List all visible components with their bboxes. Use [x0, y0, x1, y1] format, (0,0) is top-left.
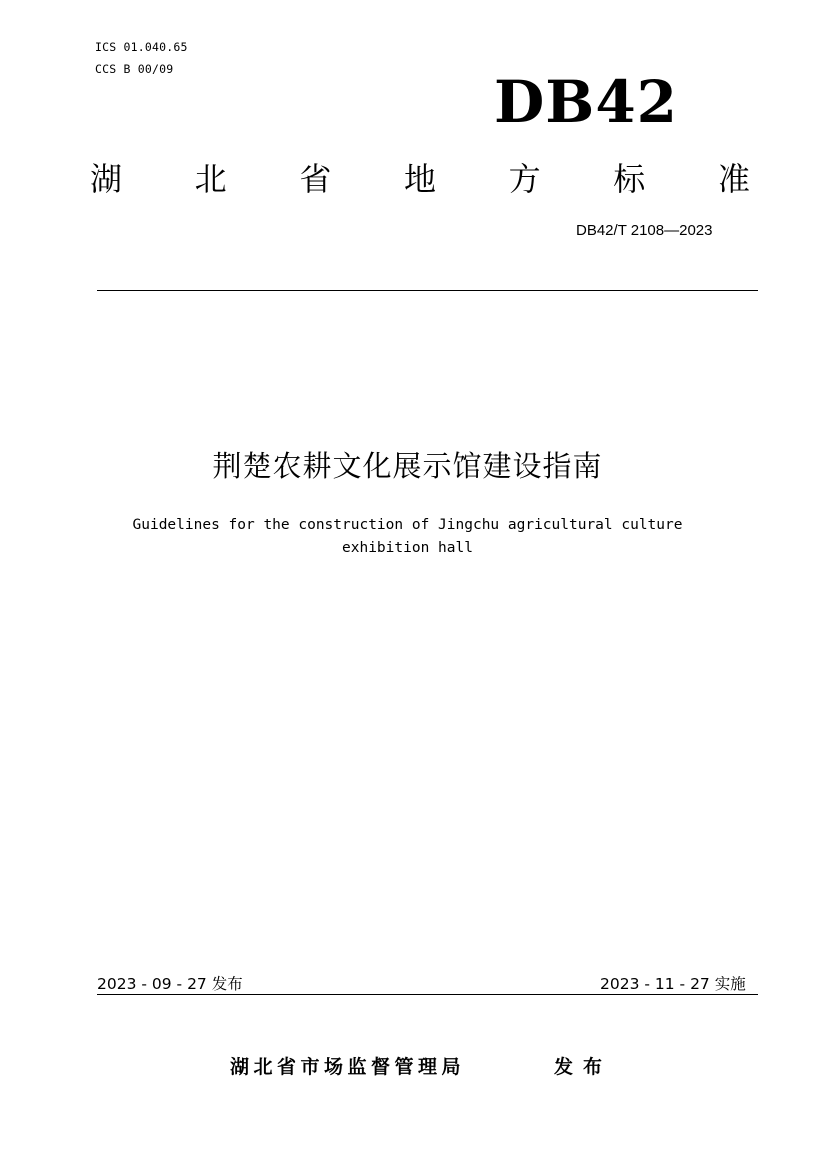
standard-type-char: 省 — [299, 160, 332, 198]
issue-label: 发布 — [554, 1056, 613, 1078]
issue-date: 2023 - 09 - 27 发布 — [97, 975, 243, 993]
standard-type-char: 湖 — [90, 160, 123, 198]
ics-code: ICS 01.040.65 — [95, 40, 188, 54]
db-logo: DB42 — [494, 68, 679, 136]
standard-type-char: 北 — [194, 160, 227, 198]
bottom-divider — [97, 994, 758, 995]
standard-type-char: 地 — [403, 160, 436, 198]
issuing-authority: 湖北省市场监督管理局 — [230, 1056, 466, 1078]
english-title-line: Guidelines for the construction of Jingchu agricultural culture — [132, 517, 683, 533]
standard-code: DB42/T 2108—2023 — [576, 222, 713, 239]
standard-type-char: 标 — [613, 160, 646, 198]
top-divider — [97, 290, 758, 291]
standard-type-heading — [90, 152, 750, 202]
standard-type-char: 准 — [717, 160, 750, 198]
document-title-chinese: 荆楚农耕文化展示馆建设指南 — [212, 449, 603, 483]
english-title-line: exhibition hall — [342, 540, 473, 556]
document-title-english — [70, 514, 745, 560]
implementation-date: 2023 - 11 - 27 实施 — [600, 975, 746, 993]
ccs-code: CCS B 00/09 — [95, 62, 174, 76]
standard-type-char: 方 — [508, 160, 541, 198]
